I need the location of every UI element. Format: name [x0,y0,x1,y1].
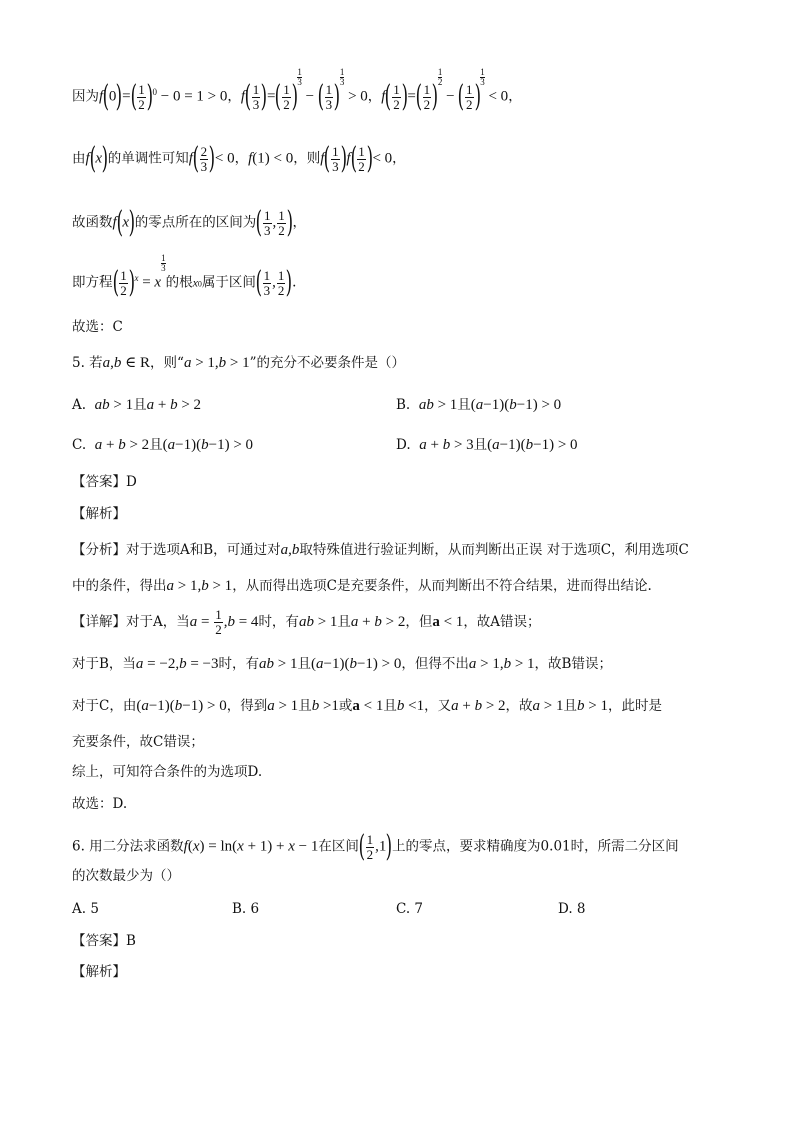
text: 或 [338,698,353,714]
text: 上的零点，要求精确度为0.01时，所需二分区间 [392,838,679,855]
text: C. [72,437,87,453]
text: 由 [72,150,86,167]
q6-stem-line-2: 的次数最少为（） [72,868,180,884]
text: ，得到 [226,698,268,714]
q6-option-c: C. 7 [396,901,424,917]
text: ，则“ [150,355,184,371]
text: 且 [298,698,312,714]
q5-fenxi-line-1: 【分析】对于选项A和B，可通过对a,b取特殊值进行验证判断，从而判断出正误 对于选项C，利用选项C [72,542,689,558]
text: ，故 [505,698,533,714]
q5-option-d: D. a + b > 3且(a−1)(b−1) > 0 [396,437,578,453]
text: 且 [297,656,311,672]
q5-choose: 故选：D. [72,796,128,812]
text: 取特殊值进行验证判断，从而判断出正误 对于选项C，利用选项C [299,542,689,558]
text: ，但 [405,614,433,630]
text: ”的充分不必要条件是（） [249,355,406,371]
text: 因为 [72,88,99,105]
text: ，又 [424,698,452,714]
text: 且 [473,437,488,453]
q5-xiangjie-c-line-2: 充要条件，故C错误； [72,734,204,750]
q5-summary: 综上，可知符合条件的为选项D. [72,764,263,780]
text: ，故B错误； [534,656,612,672]
q6-analysis-title: 【解析】 [72,964,126,980]
q6-option-b: B. 6 [232,901,260,917]
text: 且 [149,437,163,453]
text: ，但得不出 [401,656,469,672]
text: 对于C，由 [72,698,137,714]
q5-option-b: B. ab > 1且(a−1)(b−1) > 0 [396,397,562,413]
q5-xiangjie-b: 对于B，当a = −2,b = −3时，有ab > 1且(a−1)(b−1) > 0，但得不出a > 1,b > 1，故B错误； [72,656,612,672]
text: 在区间 [318,838,359,855]
q6-stem-line-1: 6. 用二分法求函数f(x) = ln(x + 1) + x − 1在区间( $\frac{1}{2}$ ,1)上的零点，要求精确度为0.01时，所需二分区间 [72,829,679,864]
text: 且 [133,397,147,413]
q5-analysis-title: 【解析】 [72,506,126,522]
q5-xiangjie-c-line-1: 对于C，由(a−1)(b−1) > 0，得到a > 1且b >1或a < 1且b <1，又a + b > 2，故a > 1且b > 1，此时是 [72,698,662,714]
text: 即方程 [72,274,113,291]
text: ，故A错误； [463,614,541,630]
text: 5. 若 [72,355,103,371]
text: 的零点所在的区间为 [134,214,257,231]
q5-xiangjie-a: 【详解】对于A，当a = $\frac{1}{2}$ ,b = 4时，有ab > 1且a + b > 2，但a < 1，故A错误； [72,607,541,637]
text: 且 [383,698,397,714]
text: 【详解】对于A，当 [72,614,190,630]
q5-fenxi-line-2: 中的条件，得出a > 1,b > 1，从而得出选项C是充要条件，从而判断出不符合结果，进而得出结论. [72,578,652,594]
text: A. [72,397,87,413]
text: ，则 [293,150,321,167]
text: 对于B，当 [72,656,136,672]
text: B. [396,397,411,413]
choose-c: 故选：C [72,319,123,335]
q6-answer: 【答案】B [72,933,136,949]
derivation-line-3: 故函数f(x)的零点所在的区间为( $\frac{1}{3}$ , $\frac{1}{2}$ )， [72,205,306,240]
derivation-line-2: 由f(x)的单调性可知f( $\frac{2}{3}$ )< 0，f(1) < 0，则f( $\frac{1}{3}$ )f( $\frac{1}{2}$ )< 0， [72,141,406,176]
derivation-line-4: 即方程( $\frac{1}{2}$ )$^x$ = x $\frac{1}{3}$ 的根x0属于区间( $\frac{1}{3}$ , $\frac{1}{2}$ ). [72,253,297,300]
text: 时，有 [218,656,260,672]
text: 属于区间 [201,274,256,291]
text: ，此时是 [607,698,662,714]
text: D. [396,437,411,453]
q5-answer: 【答案】D [72,474,137,490]
q6-option-a: A. 5 [72,901,99,917]
text: 中的条件，得出 [72,578,167,594]
text: 且 [563,698,577,714]
text: 【分析】对于选项A和B，可通过对 [72,542,281,558]
q5-option-c: C. a + b > 2且(a−1)(b−1) > 0 [72,437,254,453]
text: 故函数 [72,214,113,231]
text: ，从而得出选项C是充要条件，从而判断出不符合结果，进而得出结论. [232,578,652,594]
derivation-line-1: 因为f(0)=( $\frac{1}{2}$ )$^0$ − 0 = 1 > 0，f( $\frac{1}{3}$ )=( $\frac{1}{2}$ ) $\frac{1}{3}$ − ( $\frac{1}{3}$ ) $\frac{1}{3}$ > 0，f( $\frac{1}{2}$ )=( $\frac{1}{2}$ ) $\frac{1}{2}$ − ( $\frac{1}{2}$ ) $\frac{1}{3}$ < 0， [72,67,522,114]
text: 的单调性可知 [107,150,189,167]
text: 且 [337,614,351,630]
text: 6. 用二分法求函数 [72,838,184,855]
text: 且 [457,397,471,413]
q5-option-a: A. ab > 1且a + b > 2 [72,397,202,413]
q5-stem: 5. 若a,b ∈ R，则“a > 1,b > 1”的充分不必要条件是（） [72,355,406,371]
q6-option-d: D. 8 [558,901,586,917]
text: 时，有 [258,614,299,630]
text: 的根 [165,274,193,291]
